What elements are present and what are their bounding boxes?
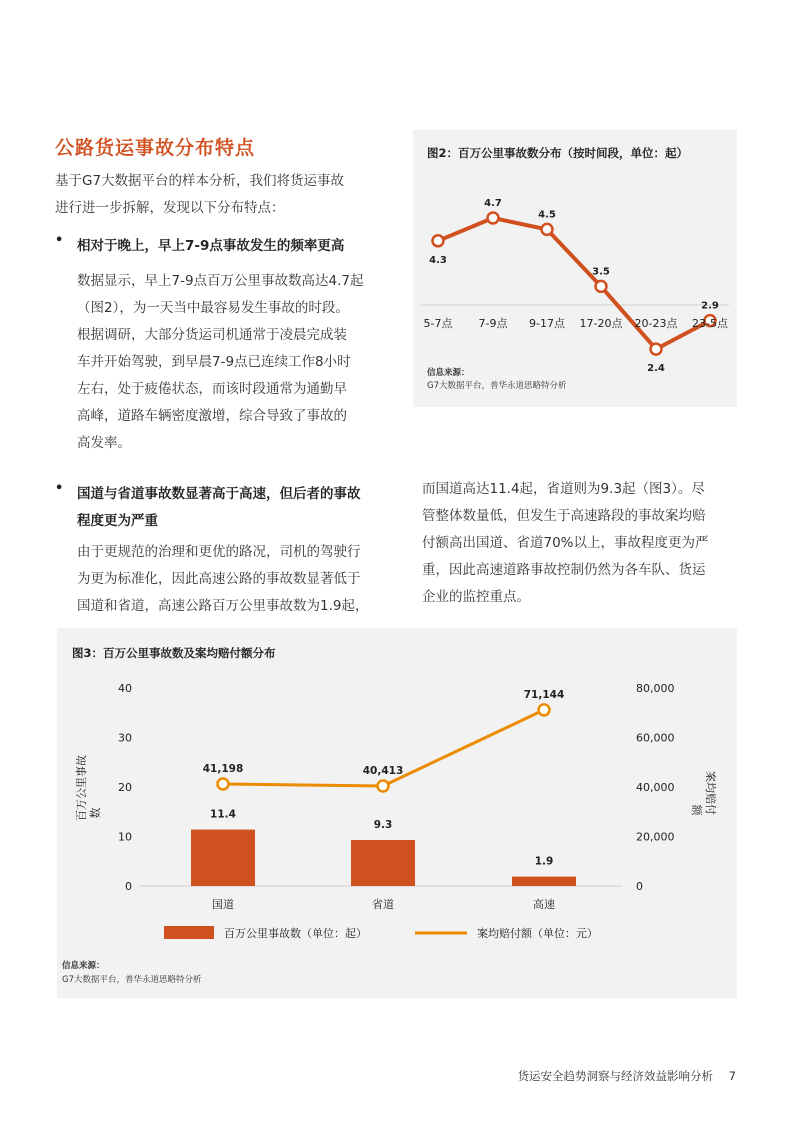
bar-value-label: 9.3 <box>373 818 393 831</box>
y2-tick-label: 0 <box>636 880 643 893</box>
bar-value-label: 11.4 <box>210 808 236 821</box>
x-tick-label: 17-20点 <box>579 317 623 330</box>
y2-tick-label: 20,000 <box>636 830 675 844</box>
bullet2-body-right <box>422 476 742 611</box>
bullet1-heading: 相对于晚上，早上7-9点事故发生的频率更高 <box>77 238 345 254</box>
footer-title: 货运安全趋势洞察与经济效益影响分析 <box>517 1069 714 1083</box>
data-label: 4.3 <box>429 254 447 266</box>
x-tick-label: 7-9点 <box>478 317 508 330</box>
figure2-source-text: G7大数据平台，普华永道思略特分析 <box>427 381 567 391</box>
body-line: 高发率。 <box>77 435 131 451</box>
body-line: 数据显示，早上7-9点百万公里事故数高达4.7起 <box>77 273 364 289</box>
body-line: 付额高出国道、省道70%以上，事故程度更为严 <box>422 535 709 551</box>
figure3-source-heading: 信息来源： <box>62 961 105 971</box>
x-tick-label: 23-5点 <box>692 317 728 330</box>
body-line: 由于更规范的治理和更优的路况，司机的驾驶行 <box>77 544 361 560</box>
body-line: 而国道高达11.4起，省道则为9.3起（图3）。尽 <box>422 481 705 497</box>
y2-tick-label: 40,000 <box>636 781 675 794</box>
bullet1-body <box>77 268 397 457</box>
body-line: 为更为标准化，因此高速公路的事故数显著低于 <box>77 571 361 587</box>
x-tick-label: 9-17点 <box>529 317 565 330</box>
body-line: 重，因此高速道路事故控制仍然为各车队、货运 <box>422 562 706 578</box>
bullet2-body-left <box>77 539 397 620</box>
x-tick-label: 国道 <box>212 898 234 911</box>
y-tick-label: 10 <box>118 830 132 844</box>
data-point <box>488 213 499 224</box>
data-point <box>542 224 553 235</box>
bullet-dot: • <box>55 233 64 248</box>
bullet-dot: • <box>55 481 64 496</box>
data-point <box>433 235 444 246</box>
legend-line-label: 案均赔付额（单位：元） <box>477 927 598 940</box>
body-line: 根据调研，大部分货运司机通常于凌晨完成装 <box>77 327 347 343</box>
data-point <box>651 344 662 355</box>
x-tick-label: 20-23点 <box>634 317 678 330</box>
body-line: 左右，处于疲倦状态，而该时段通常为通勤早 <box>77 381 347 397</box>
x-tick-label: 高速 <box>533 898 555 911</box>
intro-line: 进行进一步拆解，发现以下分布特点： <box>55 200 285 216</box>
body-line: （图2），为一天当中最容易发生事故的时段。 <box>77 300 349 316</box>
figure3-panel <box>57 628 737 998</box>
intro-line: 基于G7大数据平台的样本分析，我们将货运事故 <box>55 173 345 189</box>
intro-paragraph <box>55 168 395 222</box>
figure3-title: 图3：百万公里事故数及案均赔付额分布 <box>72 646 276 660</box>
line-value-label: 41,198 <box>202 763 244 776</box>
section-title: 公路货运事故分布特点 <box>55 137 256 159</box>
body-line: 高峰，道路车辆密度激增，综合导致了事故的 <box>77 408 347 424</box>
page-number: 7 <box>728 1069 736 1083</box>
y-tick-label: 20 <box>118 781 132 794</box>
data-label: 4.5 <box>538 209 556 221</box>
legend-bar-swatch <box>164 926 214 939</box>
x-tick-label: 省道 <box>372 898 394 911</box>
body-line: 管整体数量低，但发生于高速路段的事故案均赔 <box>422 508 706 524</box>
bar <box>191 830 255 886</box>
body-line: 车并开始驾驶，到早晨7-9点已连续工作8小时 <box>77 354 351 370</box>
line-value-label: 40,413 <box>362 764 404 777</box>
y2-tick-label: 80,000 <box>636 682 675 695</box>
bar-value-label: 1.9 <box>534 855 554 868</box>
data-label: 3.5 <box>592 266 610 278</box>
y-tick-label: 40 <box>118 682 132 695</box>
line-value-label: 71,144 <box>523 688 565 701</box>
body-line: 企业的监控重点。 <box>422 589 530 605</box>
data-point <box>596 281 607 292</box>
y-axis-label: 数 <box>89 807 102 819</box>
page-footer <box>518 1068 736 1084</box>
heading-line: 程度更为严重 <box>77 513 158 529</box>
figure3-chart <box>57 628 737 998</box>
y-tick-label: 0 <box>125 880 132 893</box>
data-label: 2.4 <box>647 363 665 375</box>
data-point <box>539 704 550 715</box>
y2-axis-label: 案均赔付 <box>704 771 717 815</box>
figure2-panel <box>413 130 737 407</box>
y-axis-label: 百万公里事故 <box>75 755 88 821</box>
figure2-title: 图2：百万公里事故数分布（按时间段，单位：起） <box>427 146 688 160</box>
data-point <box>378 780 389 791</box>
bar <box>512 877 576 886</box>
y2-tick-label: 60,000 <box>636 731 675 745</box>
data-label: 4.7 <box>484 198 502 209</box>
x-tick-label: 5-7点 <box>423 317 453 330</box>
y2-axis-label: 额 <box>690 804 703 816</box>
figure2-source-heading: 信息来源： <box>427 368 470 378</box>
legend-bar-label: 百万公里事故数（单位：起） <box>224 927 367 940</box>
heading-line: 国道与省道事故数显著高于高速，但后者的事故 <box>77 486 361 502</box>
data-label: 2.9 <box>701 300 719 312</box>
figure3-source-text: G7大数据平台，普华永道思略特分析 <box>62 975 202 985</box>
body-line: 国道和省道，高速公路百万公里事故数为1.9起， <box>77 598 369 614</box>
y-tick-label: 30 <box>118 731 132 745</box>
bar <box>351 840 415 886</box>
data-point <box>218 779 229 790</box>
bullet2-heading <box>77 481 397 535</box>
